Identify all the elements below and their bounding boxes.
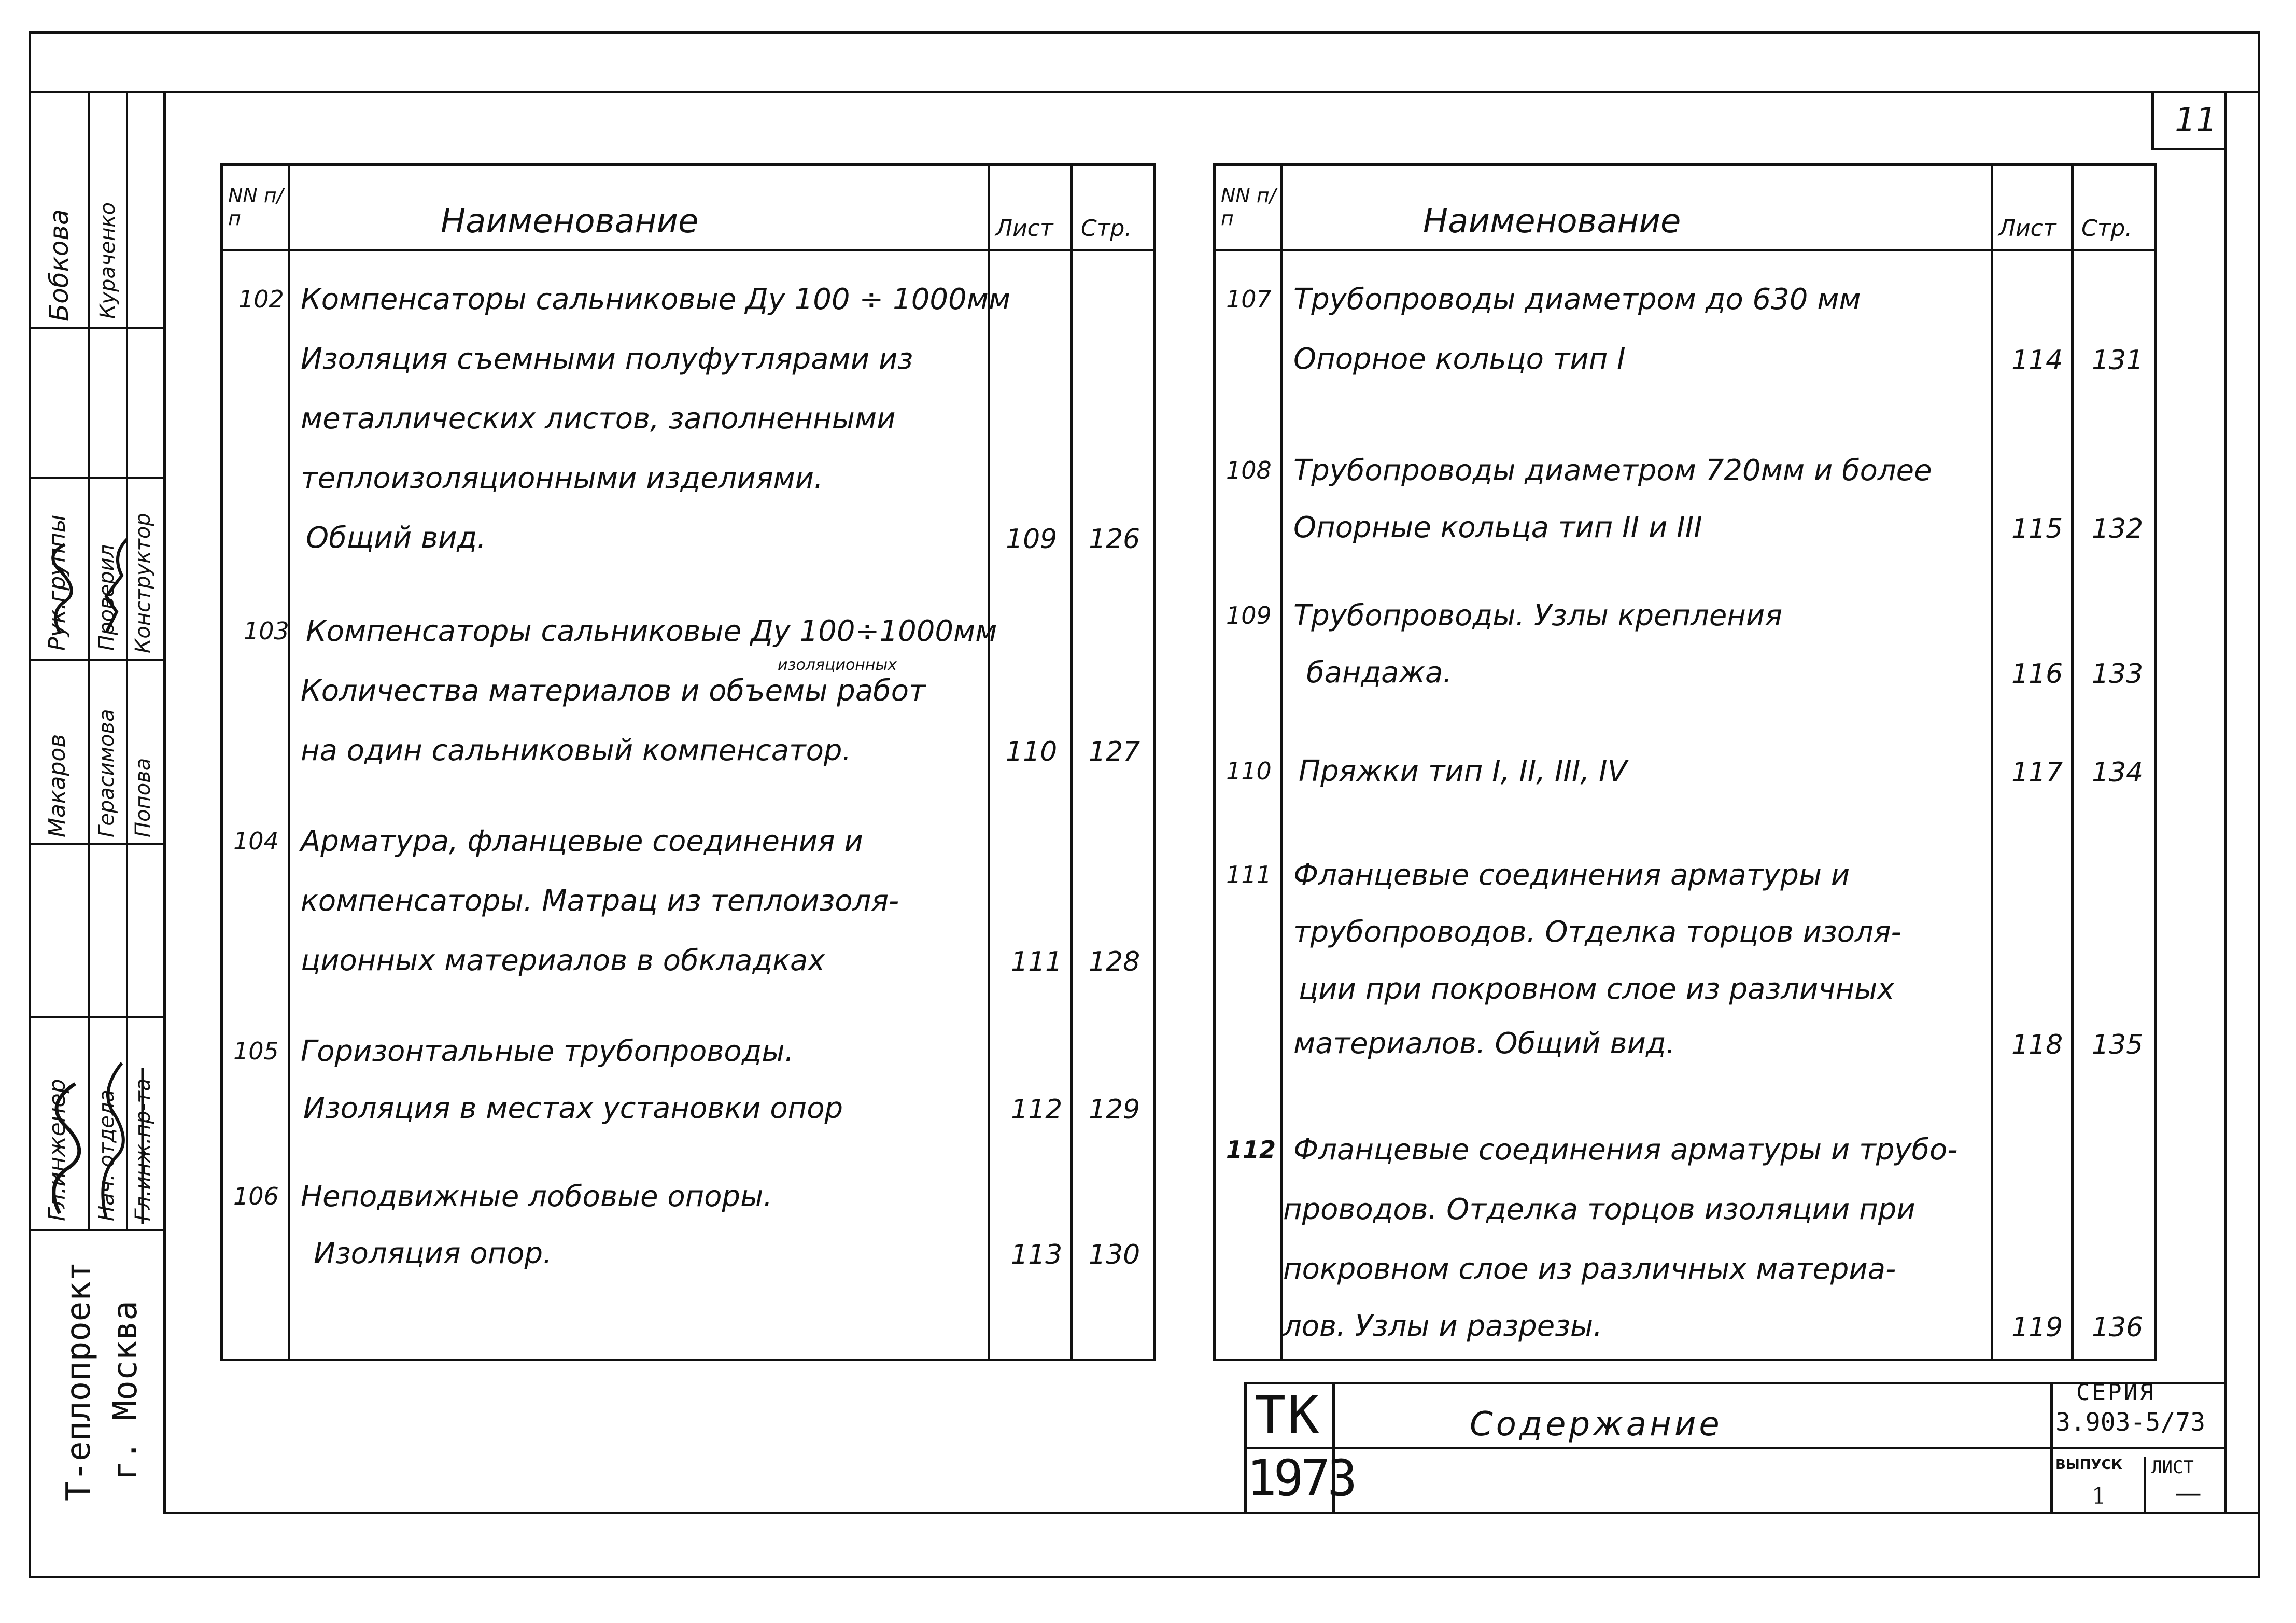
title-block-divider [1335,1447,2227,1449]
row-page: 129 [1089,1094,1140,1125]
row-number: 112 [1226,1136,1276,1164]
row-page: 136 [2092,1312,2144,1343]
row-note: изоляционных [778,656,897,674]
row-page: 135 [2092,1029,2144,1060]
col-header-page: Стр. [2081,215,2133,242]
left-contents-table [220,163,1156,1361]
row-number: 109 [1226,601,1272,629]
table-column-line [2071,166,2074,1359]
row-sheet: 119 [2011,1312,2063,1343]
row-number: 111 [1226,861,1272,889]
row-text-line: Фланцевые соединения арматуры и трубо- [1293,1133,1958,1167]
row-sheet: 116 [2011,659,2063,690]
row-number: 104 [233,827,279,855]
signature-marks [29,1016,163,1229]
row-text-line: Трубопроводы. Узлы крепления [1293,599,1783,633]
row-number: 102 [238,285,284,313]
side-stamp-divider [29,1229,163,1231]
side-stamp-divider [29,327,163,329]
row-text-line: Изоляция опор. [314,1237,552,1270]
row-text-line: Горизонтальные трубопроводы. [301,1034,794,1068]
row-text-line: металлических листов, заполненными [301,402,896,436]
row-text-line: бандажа. [1306,656,1453,690]
signature-marks [29,477,163,659]
series-label: СЕРИЯ [2076,1379,2156,1406]
row-text-line: Общий вид. [306,521,486,555]
doc-title: Содержание [1470,1405,1723,1444]
row-text-line: Трубопроводы диаметром 720мм и более [1293,454,1932,487]
row-page: 130 [1089,1239,1140,1270]
row-page: 133 [2092,659,2144,690]
series-number: 3.903-5/73 [2055,1408,2205,1437]
row-sheet: 112 [1011,1094,1063,1125]
stamp-name: Макаров [44,734,71,837]
stamp-name: Герасимова [95,709,119,837]
stamp-role: Конструктор [131,513,155,653]
col-header-nn: NN п/п [228,184,284,230]
row-text-line: Количества материалов и объемы работ [301,674,926,708]
row-text-line: Арматура, фланцевые соединения и [301,824,863,858]
table-column-line [1280,166,1283,1359]
inner-right-line [2224,91,2227,1514]
row-text-line: Пряжки тип I, II, III, IV [1299,754,1627,788]
row-number: 103 [244,617,289,645]
row-sheet: 115 [2011,513,2063,544]
col-header-nn: NN п/п [1221,184,1276,230]
row-number: 107 [1226,285,1272,313]
issue-label: ВЫПУСК [2055,1457,2122,1473]
side-stamp [29,91,163,1514]
row-text-line: материалов. Общий вид. [1293,1027,1675,1060]
row-number: 108 [1226,456,1272,484]
sheet-number: — [2175,1478,2202,1509]
table-column-line [1070,166,1073,1359]
inner-top-line [29,91,2258,93]
doc-code: ТК [1255,1384,1321,1445]
row-text-line: проводов. Отделка торцов изоляции при [1283,1193,1915,1226]
stamp-role: Проверил [95,544,119,651]
row-text-line: Компенсаторы сальниковые Ду 100÷1000мм [306,614,997,648]
table-header-divider [223,249,1153,251]
row-text-line: трубопроводов. Отделка торцов изоля- [1293,915,1901,949]
row-text-line: Компенсаторы сальниковые Ду 100 ÷ 1000мм [301,283,1011,316]
stamp-name: Бобкова [44,209,74,321]
stamp-role: Рук.группы [44,514,71,651]
row-text-line: Неподвижные лобовые опоры. [301,1180,773,1213]
col-header-name: Наименование [1423,202,1681,241]
side-stamp-divider [29,659,163,661]
row-page: 134 [2092,757,2144,788]
title-block [1244,1379,2227,1514]
frame-top-line [29,31,2260,34]
issue-number: 1 [2092,1483,2106,1509]
row-text-line: покровном слое из различных материа- [1283,1252,1896,1286]
row-text-line: Трубопроводы диаметром до 630 мм [1293,283,1861,316]
table-column-line [988,166,990,1359]
frame-bottom-line [29,1576,2260,1578]
side-stamp-divider [29,843,163,845]
row-text-line: Изоляция съемными полуфутлярами из [301,342,913,376]
row-sheet: 110 [1006,736,1058,767]
stamp-name: Кураченко [96,202,120,319]
frame-right-line [2258,31,2260,1576]
org-city: г. Москва [106,1300,145,1480]
row-number: 105 [233,1037,279,1065]
row-text-line: Изоляция в местах установки опор [303,1092,843,1125]
stamp-role: Нач. отдела [95,1089,119,1221]
org-name: Т-еплопроект [60,1261,98,1501]
row-text-line: на один сальниковый компенсатор. [301,734,852,767]
row-text-line: теплоизоляционными изделиями. [301,461,823,495]
stamp-role: Гл.инж.пр-та [131,1078,155,1221]
row-page: 132 [2092,513,2144,544]
row-text-line: компенсаторы. Матрац из теплоизоля- [301,884,899,918]
row-text-line: Опорные кольца тип II и III [1293,511,1702,544]
row-sheet: 113 [1011,1239,1063,1270]
row-sheet: 117 [2011,757,2063,788]
row-text-line: Опорное кольцо тип I [1293,342,1626,376]
row-sheet: 111 [1011,946,1063,977]
row-text-line: лов. Узлы и разрезы. [1283,1309,1602,1343]
stamp-role: Гл.инженер [44,1079,71,1221]
col-header-page: Стр. [1081,215,1132,242]
row-text-line: ционных материалов в обкладках [301,944,825,977]
row-text-line: ции при покровном слое из различных [1299,972,1895,1006]
table-header-divider [1216,249,2154,251]
row-sheet: 114 [2011,345,2063,376]
doc-year: 1973 [1247,1449,1355,1507]
right-contents-table [1213,163,2157,1361]
row-number: 106 [233,1182,279,1210]
col-header-sheet: Лист [995,215,1053,242]
row-page: 131 [2092,345,2144,376]
row-sheet: 109 [1006,524,1058,555]
table-column-line [1991,166,1993,1359]
row-sheet: 118 [2011,1029,2063,1060]
inner-left-line [163,91,166,1514]
row-number: 110 [1226,757,1272,785]
page-number-box [2151,91,2227,150]
row-page: 127 [1089,736,1140,767]
col-header-name: Наименование [441,202,699,241]
stamp-name: Попова [131,758,155,837]
row-page: 126 [1089,524,1140,555]
row-page: 128 [1089,946,1140,977]
table-column-line [288,166,290,1359]
row-text-line: Фланцевые соединения арматуры и [1293,858,1850,892]
title-block-divider [2050,1384,2053,1514]
col-header-sheet: Лист [1998,215,2056,242]
sheet-label: ЛИСТ [2151,1457,2194,1478]
page-number: 11 [2175,101,2217,139]
title-block-divider [2144,1457,2146,1514]
